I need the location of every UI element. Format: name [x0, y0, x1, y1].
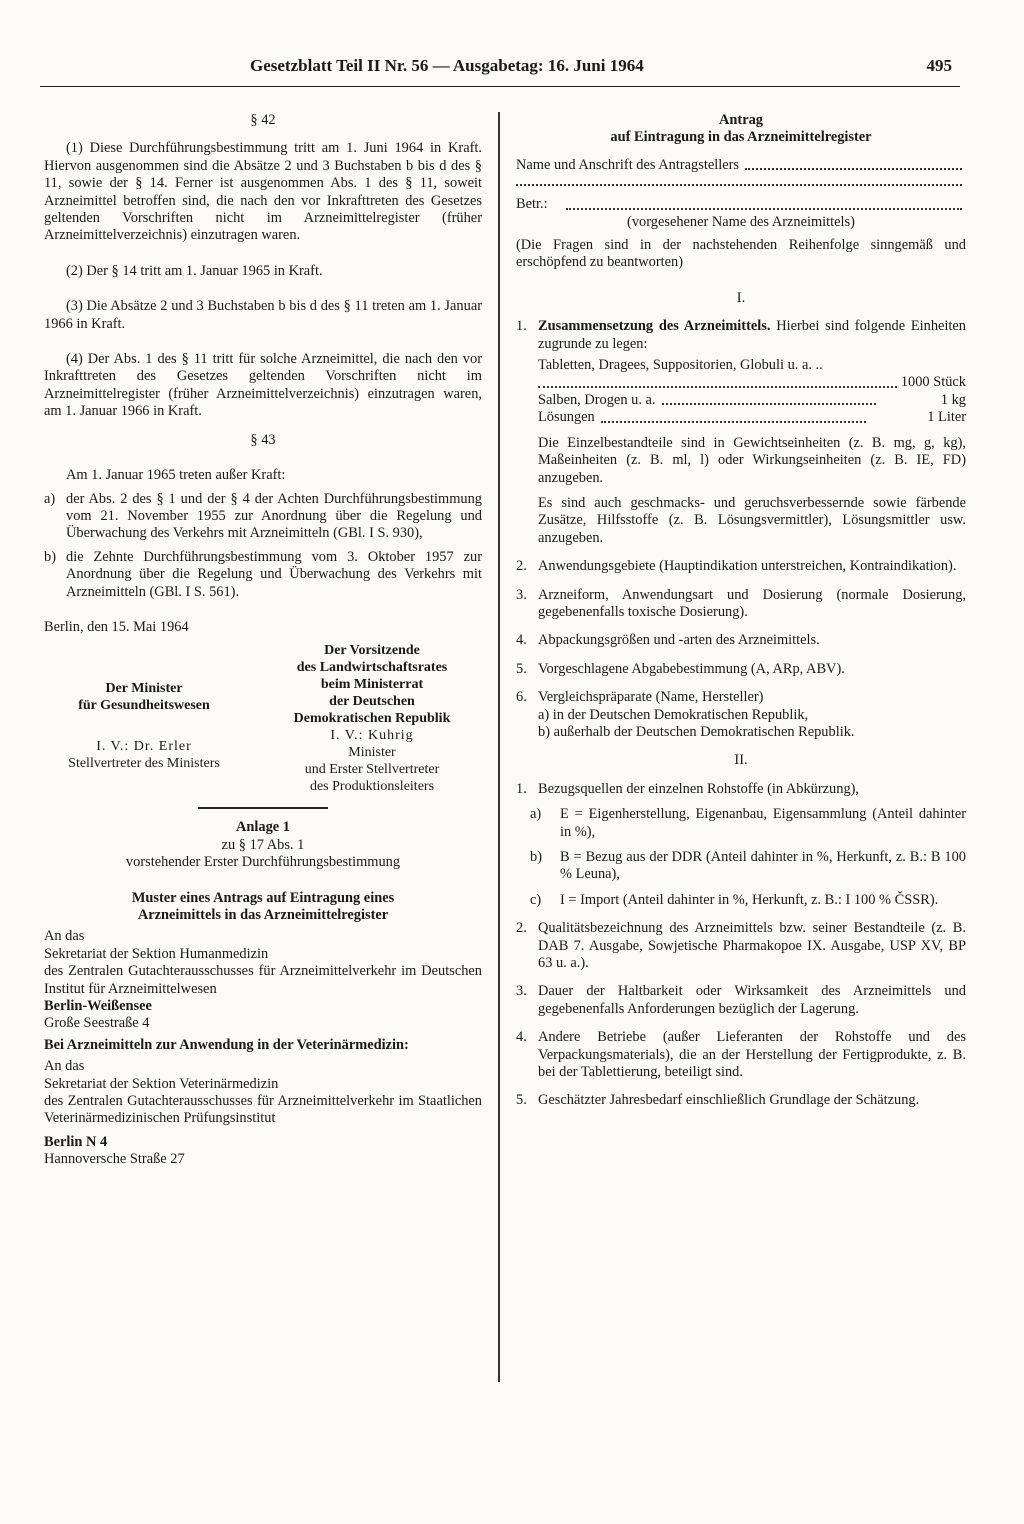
sig-left-line-2: für Gesundheitswesen [78, 698, 210, 714]
signature-left [44, 680, 244, 795]
muster-title-2: Arzneimittels in das Arzneimittelregister [137, 906, 389, 923]
item-ii-4 [516, 1029, 966, 1081]
s43-item-b-mark: b) [44, 548, 56, 565]
item-i-4 [516, 632, 966, 649]
item-i-3-text: Arzneiform, Anwendungsart und Dosierung (normale Dosierung, gegebenenfalls toxische Dosierung). [538, 586, 966, 620]
units-1-label: Tabletten, Dragees, Suppositorien, Globuli u. a. .. [538, 357, 823, 374]
addr1-line-2: Sekretariat der Sektion Humanmedizin [44, 945, 269, 962]
sig-right-line-2: des Landwirtschaftsrates [296, 660, 448, 676]
item-i-4-mark: 4. [516, 632, 527, 649]
item-i-1-mark: 1. [516, 318, 527, 335]
addr1-city: Berlin-Weißensee [44, 998, 152, 1014]
s42-para-2: (2) Der § 14 tritt am 1. Januar 1965 in Kraft. [66, 262, 323, 279]
units-1-row [538, 374, 966, 391]
item-i-4-text: Abpackungsgrößen und -arten des Arzneimittels. [538, 632, 820, 649]
item-i-2-mark: 2. [516, 558, 527, 575]
units-2-row [538, 392, 966, 409]
addr2-line-3: des Zentralen Gutachterausschusses für Arzneimittelverkehr im Staatlichen Veterinärmedizinischen Prüfungsinstitut [44, 1093, 482, 1127]
item-ii-3-mark: 3. [516, 983, 527, 1000]
instructions: (Die Fragen sind in der nachstehenden Reihenfolge sinngemäß und erschöpfend zu beantworten) [516, 237, 966, 271]
addr2-line-2: Sekretariat der Sektion Veterinärmedizin [44, 1075, 279, 1092]
item-i-6-mark: 6. [516, 689, 527, 706]
addr1-street: Große Seestraße 4 [44, 1015, 150, 1032]
item-ii-2-text: Qualitätsbezeichnung des Arzneimittels bzw. seiner Bestandteile (z. B. DAB 7. Ausgabe, Sowjetische Pharmakopoe IX. Ausgabe, USP XV, BP 63 u. a.). [538, 920, 966, 972]
item-ii-4-text: Andere Betriebe (außer Lieferanten der Rohstoffe und des Verpackungsmaterials), die an der Herstellung der Fertigprodukte, z. B. bei der Tablettierung, beteiligt sind. [538, 1029, 966, 1081]
s42-heading: § 42 [250, 112, 276, 128]
item-ii-5 [516, 1092, 966, 1109]
addr2-city: Berlin N 4 [44, 1133, 108, 1150]
page-number: 495 [926, 56, 952, 75]
item-ii-5-text: Geschätzter Jahresbedarf einschließlich Grundlage der Schätzung. [538, 1092, 920, 1109]
item-i-5-mark: 5. [516, 660, 527, 677]
units-2-value: 1 kg [940, 391, 966, 408]
s43-item-a-text: der Abs. 2 des § 1 und der § 4 der Achten Durchführungsbestimmung vom 21. November 1955 zur Anordnung über die Regelung und Überwachung des Verkehrs mit Arzneimitteln (GBl. I S. 930), [66, 490, 482, 542]
units-1-dots [538, 374, 897, 387]
item-ii-4-mark: 4. [516, 1029, 527, 1046]
left-column [44, 112, 482, 1169]
antrag-heading-2: auf Eintragung in das Arzneimittelregister [610, 129, 872, 146]
sig-right-line-4: der Deutschen [329, 694, 415, 710]
item-i-3 [516, 587, 966, 622]
section-2-heading: II. [734, 752, 748, 769]
sig-right-line-3: beim Ministerrat [320, 677, 424, 693]
signatures [44, 642, 482, 795]
item-i-2 [516, 558, 966, 575]
muster-title-1: Muster eines Antrags auf Eintragung eines [131, 889, 395, 906]
addr1-line-1: An das [44, 928, 85, 945]
place-date: Berlin, den 15. Mai 1964 [44, 618, 189, 635]
item-ii-1a-mark: a) [530, 806, 542, 823]
sig-left-line-4: Stellvertreter des Ministers [68, 756, 220, 772]
item-ii-3-text: Dauer der Haltbarkeit oder Wirksamkeit des Arzneimittels und gegebenenfalls Anforderungen bezüglich der Lagerung. [538, 983, 966, 1017]
item-ii-1c [516, 892, 966, 909]
s42-para-3: (3) Die Absätze 2 und 3 Buchstaben b bis d des § 11 treten am 1. Januar 1966 in Kraft. [44, 298, 482, 332]
section-1-heading: I. [736, 289, 746, 306]
s43-item-a-mark: a) [44, 490, 56, 507]
item-i-1 [516, 318, 966, 353]
item-i-5-text: Vorgeschlagene Abgabebestimmung (A, ARp, ABV). [538, 660, 845, 677]
betr-sub: (vorgesehener Name des Arzneimittels) [627, 213, 855, 230]
units-2-label: Salben, Drogen u. a. [538, 391, 656, 408]
betr-label: Betr.: [516, 196, 548, 213]
item-i-2-text: Anwendungsgebiete (Hauptindikation unterstreichen, Kontraindikation). [538, 558, 957, 575]
item-i-6b: b) außerhalb der Deutschen Demokratischen Republik. [538, 723, 855, 740]
sig-right-line-1: Der Vorsitzende [324, 643, 420, 659]
betr-field [516, 196, 966, 213]
item-ii-1b [516, 849, 966, 884]
units-block [516, 357, 966, 547]
item-ii-1 [516, 781, 966, 798]
vet-heading: Bei Arzneimitteln zur Anwendung in der Veterinärmedizin: [44, 1036, 409, 1053]
sig-right-line-9: des Produktionsleiters [309, 779, 435, 795]
anlage-heading: Anlage 1 [236, 819, 290, 836]
sig-right-line-5: Demokratischen Republik [293, 711, 451, 727]
item-ii-3 [516, 983, 966, 1018]
units-1-value: 1000 Stück [900, 374, 966, 391]
item-ii-1a [516, 806, 966, 841]
anlage-sub-2: vorstehender Erster Durchführungsbestimmung [125, 854, 401, 871]
name-label: Name und Anschrift des Antragstellers [516, 156, 740, 173]
anlage-sub-1: zu § 17 Abs. 1 [221, 836, 305, 853]
item-i-1-para-2: Es sind auch geschmacks- und geruchsverbessernde sowie färbende Zusätze, Hilfsstoffe (z. B. Lösungsvermittler), Lösungsmittler usw. anzugeben. [538, 494, 966, 546]
item-ii-1-text: Bezugsquellen der einzelnen Rohstoffe (in Abkürzung), [538, 780, 860, 797]
item-ii-2-mark: 2. [516, 920, 527, 937]
s43-item-b-text: die Zehnte Durchführungsbestimmung vom 3. Oktober 1957 zur Anordnung über die Regelung und Überwachung des Verkehrs mit Arzneimitteln (GBl. I S. 561). [66, 548, 482, 600]
item-i-1-bold: Zusammensetzung des Arzneimittels. [538, 318, 771, 335]
name-dotted-line-2 [516, 184, 962, 186]
item-ii-1b-mark: b) [530, 849, 542, 865]
addr1-line-3: des Zentralen Gutachterausschusses für Arzneimittelverkehr im Deutschen Institut für Arzneimittelwesen [44, 963, 482, 997]
section-rule [198, 807, 328, 809]
item-ii-1c-text: I = Import (Anteil dahinter in %, Herkunft, z. B.: I 100 % ČSSR). [560, 891, 939, 908]
page-header [40, 50, 960, 87]
header-title: Gesetzblatt Teil II Nr. 56 — Ausgabetag: 16. Juni 1964 [250, 56, 644, 75]
s43-heading: § 43 [250, 431, 276, 448]
sig-right-line-6: I. V.: Kuhrig [330, 728, 414, 744]
signature-right [262, 642, 482, 795]
s43-item-a [44, 491, 482, 543]
item-i-3-mark: 3. [516, 586, 527, 603]
sig-left-line-1: Der Minister [105, 681, 183, 697]
item-ii-1-mark: 1. [516, 780, 527, 797]
item-i-6 [516, 689, 966, 706]
s43-item-b [44, 549, 482, 601]
item-ii-1a-text: E = Eigenherstellung, Eigenanbau, Eigensammlung (Anteil dahinter in %), [560, 806, 966, 840]
item-i-5 [516, 661, 966, 678]
item-i-6a: a) in der Deutschen Demokratischen Republik, [538, 706, 809, 723]
units-3-label: Lösungen [538, 409, 595, 426]
units-3-row [538, 409, 966, 426]
sig-left-line-3: I. V.: Dr. Erler [96, 739, 192, 755]
sig-right-line-7: Minister [348, 745, 396, 761]
s42-para-4: (4) Der Abs. 1 des § 11 tritt für solche Arzneimittel, die nach den vor Inkrafttreten des Gesetzes geltenden Vorschriften nicht im Arzneimittelregister (früher Arzneimittelverzeichnis) einzutragen waren, am 1. Januar 1966 in Kraft. [44, 351, 482, 420]
antrag-heading-1: Antrag [719, 112, 763, 128]
units-2-dots [662, 392, 877, 405]
betr-dotted-line [566, 196, 962, 209]
addr2-line-1: An das [44, 1058, 85, 1075]
units-3-value: 1 Liter [927, 409, 966, 426]
column-divider [498, 112, 500, 1382]
name-dotted-line [745, 157, 962, 170]
item-i-1-para-1: Die Einzelbestandteile sind in Gewichtseinheiten (z. B. mg, g, kg), Maßeinheiten (z. B. ml, l) oder Wirkungseinheiten (z. B. IE, FD) anzugeben. [538, 434, 966, 486]
item-ii-1c-mark: c) [530, 891, 542, 908]
item-ii-1b-text: B = Bezug aus der DDR (Anteil dahinter in %, Herkunft, z. B.: B 100 % Leuna), [560, 849, 966, 883]
units-3-dots [601, 409, 866, 422]
name-field [516, 157, 966, 174]
item-ii-5-mark: 5. [516, 1092, 527, 1109]
item-i-1-rest: Hierbei sind folgende Einheiten zugrunde zu legen: [538, 318, 966, 352]
s42-para-1: (1) Diese Durchführungsbestimmung tritt am 1. Juni 1964 in Kraft. Hiervon ausgenommen sind die Absätze 2 und 3 Buchstaben b bis d des § 11, sowie der § 14. Ferner ist ausgenommen Abs. 1 des § 11, soweit Arzneimittel betroffen sind, die nach den vor Inkrafttreten des Gesetzes geltenden Vorschriften nicht im Arzneimittelregister (früher Arzneimittelverzeichnis) einzutragen waren. [44, 140, 482, 244]
s43-intro: Am 1. Januar 1965 treten außer Kraft: [66, 467, 286, 484]
sig-right-line-8: und Erster Stellvertreter [304, 762, 440, 778]
item-i-6-text: Vergleichspräparate (Name, Hersteller) [538, 689, 764, 706]
addr2-street: Hannoversche Straße 27 [44, 1151, 185, 1168]
name-field-line-2 [516, 184, 966, 190]
right-column [516, 112, 966, 1110]
item-ii-2 [516, 920, 966, 972]
